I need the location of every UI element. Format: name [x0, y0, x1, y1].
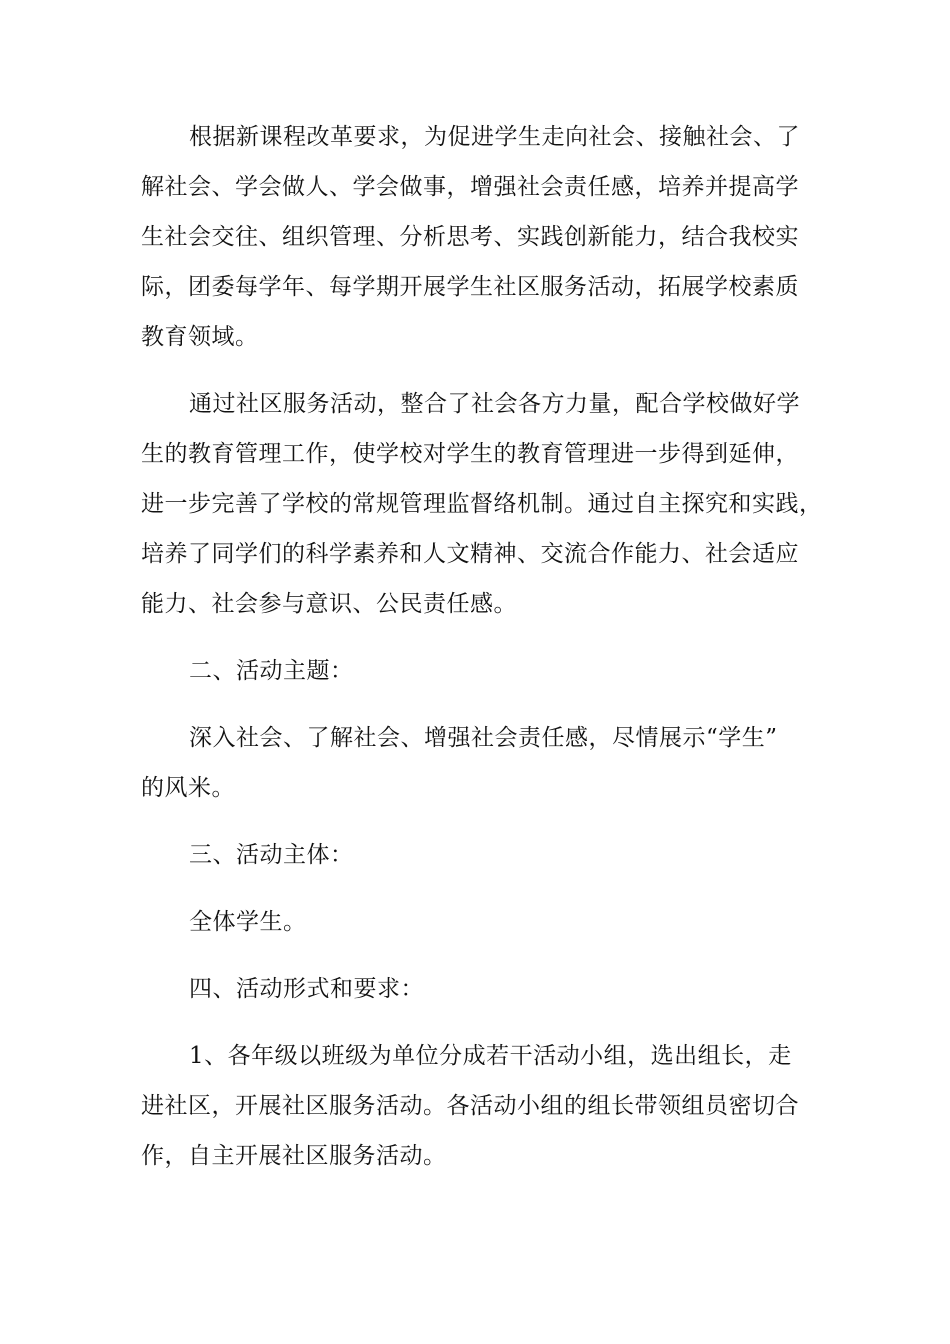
item-1-line-1: 1、各年级以班级为单位分成若干活动小组，选出组长，走	[189, 1043, 792, 1069]
theme-line-1: 深入社会、了解社会、增强社会责任感，尽情展示“学生”	[189, 725, 778, 751]
item-1-line-3: 作，自主开展社区服务活动。	[141, 1143, 447, 1169]
item-1-line-2: 进社区，开展社区服务活动。各活动小组的组长带领组员密切合	[141, 1093, 799, 1119]
heading-activity-theme: 二、活动主题：	[189, 658, 354, 684]
paragraph-2-line-4: 培养了同学们的科学素养和人文精神、交流合作能力、社会适应	[141, 541, 799, 567]
theme-line-2: 的风米。	[141, 775, 235, 801]
subject-line: 全体学生。	[189, 909, 307, 935]
paragraph-2-line-3: 进一步完善了学校的常规管理监督络机制。通过自主探究和实践，	[141, 491, 823, 517]
paragraph-1-line-5: 教育领域。	[141, 324, 259, 350]
paragraph-2-line-2: 生的教育管理工作，使学校对学生的教育管理进一步得到延伸，	[141, 441, 799, 467]
paragraph-1-line-4: 际，团委每学年、每学期开展学生社区服务活动，拓展学校素质	[141, 274, 799, 300]
paragraph-2-line-1: 通过社区服务活动，整合了社会各方力量，配合学校做好学	[189, 391, 800, 417]
heading-activity-form: 四、活动形式和要求：	[189, 976, 424, 1002]
paragraph-1-line-1: 根据新课程改革要求，为促进学生走向社会、接触社会、了	[189, 124, 800, 150]
paragraph-2-line-5: 能力、社会参与意识、公民责任感。	[141, 591, 517, 617]
paragraph-1-line-2: 解社会、学会做人、学会做事，增强社会责任感，培养并提高学	[141, 174, 799, 200]
paragraph-1-line-3: 生社会交往、组织管理、分析思考、实践创新能力，结合我校实	[141, 224, 799, 250]
heading-activity-subject: 三、活动主体：	[189, 842, 354, 868]
